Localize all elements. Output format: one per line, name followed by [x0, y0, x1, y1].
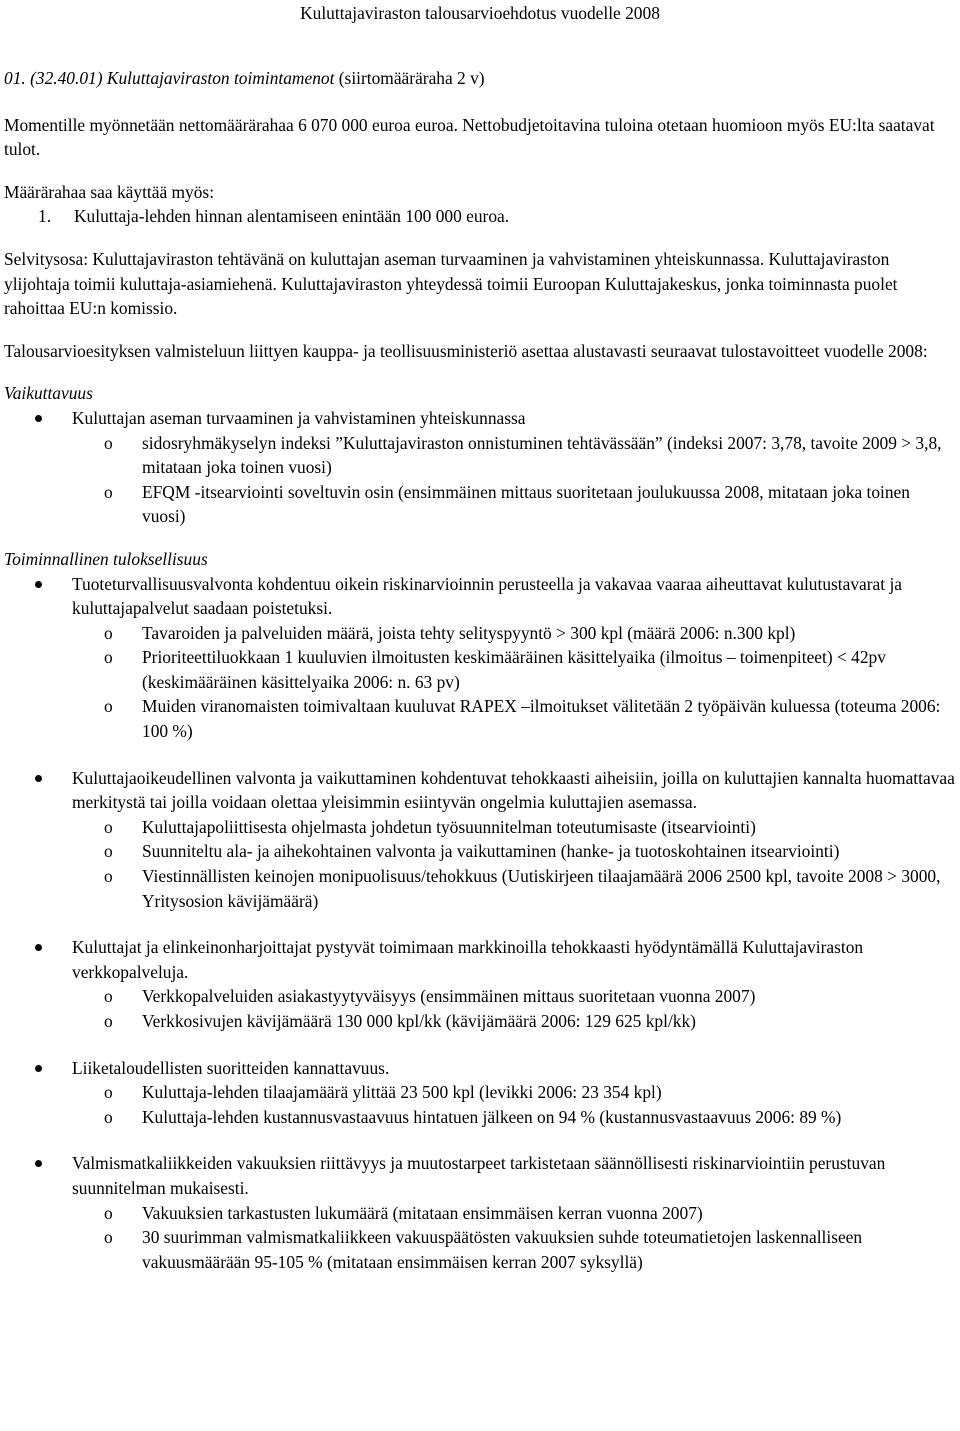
list-item-text: Kuluttajat ja elinkeinonharjoittajat pystyvät toimimaan markkinoilla tehokkaasti hyödyntämällä Kuluttajaviraston verkkopalveluja. [72, 937, 864, 982]
list-item [4, 572, 956, 744]
sub-list [72, 621, 956, 744]
list-item [4, 1056, 956, 1130]
list-item [4, 1151, 956, 1274]
document-page [4, 0, 956, 1274]
list-item-text: Kuluttajaoikeudellinen valvonta ja vaikuttaminen kohdentuvat tehokkaasti aiheisiin, joilla on kuluttajien kannalta huomattavaa merkitystä tai joilla voidaan olettaa yleisimmin esiintyvän ongelmia kuluttajien asemassa. [72, 767, 955, 813]
sub-item-text: Muiden viranomaisten toimivaltaan kuuluvat RAPEX –ilmoitukset välitetään 2 työpäivän kuluessa (toteuma 2006: 100 %) [142, 696, 941, 742]
sub-item-text: Verkkopalveluiden asiakastyytyväisyys (ensimmäinen mittaus suoritetaan vuonna 2007) [142, 986, 756, 1007]
sub-item-text: Suunniteltu ala- ja aihekohtainen valvonta ja vaikuttaminen (hanke- ja tuotoskohtainen itsearviointi) [142, 841, 840, 862]
list-item-text: Valmismatkaliikkeiden vakuuksien riittävyys ja muutostarpeet tarkistetaan säännöllisesti riskinarviointiin perustuvan suunnitelman mukaisesti. [72, 1153, 886, 1198]
sub-item-text: Tavaroiden ja palveluiden määrä, joista tehty selityspyyntö > 300 kpl (määrä 2006: n.300 kpl) [142, 622, 796, 643]
section-heading-impact: Vaikuttavuus [4, 383, 93, 404]
list-item-text: Tuoteturvallisuusvalvonta kohdentuu oikein riskinarvioinnin perusteella ja vakavaa vaaraa aiheuttavat kulutustavarat ja kuluttajapalvelut saadaan poistetuksi. [72, 573, 902, 619]
impact-list [4, 406, 956, 529]
circle-marker-icon: o [104, 866, 113, 887]
circle-marker-icon: o [104, 1227, 113, 1248]
list-item [4, 935, 956, 1033]
circle-marker-icon: o [104, 1011, 113, 1031]
circle-marker-icon: o [104, 622, 113, 643]
sub-list-item [4, 1009, 956, 1034]
sub-item-text: Vakuuksien tarkastusten lukumäärä (mitataan ensimmäisen kerran vuonna 2007) [142, 1202, 703, 1223]
sub-list [72, 1080, 956, 1129]
list-item-text: Liiketaloudellisten suoritteiden kannattavuus. [72, 1057, 390, 1078]
sub-list-item [4, 839, 956, 864]
sub-item-text: Prioriteettiluokkaan 1 kuuluvien ilmoitusten keskimääräinen käsittelyaika (ilmoitus – toimenpiteet) < 42pv (keskimääräinen käsittelyaika 2006: n. 63 pv) [142, 647, 886, 692]
circle-marker-icon: o [104, 647, 113, 668]
sub-list-item [4, 1201, 956, 1226]
sub-list-item [4, 1080, 956, 1105]
sub-item-text: EFQM -itsearviointi soveltuvin osin (ensimmäinen mittaus suoritetaan joulukuussa 2008, mitataan joka toinen vuosi) [142, 481, 910, 527]
sub-list-item [4, 480, 956, 529]
sub-item-text: Kuluttajapoliittisesta ohjelmasta johdetun työsuunnitelman toteutumisaste (itsearviointi) [142, 816, 756, 837]
sub-item-text: sidosryhmäkyselyn indeksi ”Kuluttajaviraston onnistuminen tehtävässään” (indeksi 2007: 3,78, tavoite 2009 > 3,8, mitataan joka toinen vuosi) [142, 432, 942, 478]
section-title [4, 66, 956, 91]
circle-marker-icon: o [104, 1082, 113, 1103]
circle-marker-icon: o [104, 986, 113, 1007]
sub-list-item [4, 645, 956, 694]
sub-list [72, 431, 956, 529]
performance-list [4, 572, 956, 1275]
targets-intro: Talousarvioesityksen valmisteluun liittyen kauppa- ja teollisuusministeriö asettaa alustavasti seuraavat tulostavoitteet vuodelle 2008: [4, 340, 928, 361]
circle-marker-icon: o [104, 432, 113, 453]
bullet-icon [35, 415, 42, 422]
sub-list-item [4, 864, 956, 913]
circle-marker-icon: o [104, 841, 113, 862]
sub-list-item [4, 694, 956, 743]
title-note: (siirtomääräraha 2 v) [334, 68, 485, 88]
circle-marker-icon: o [104, 696, 113, 717]
bullet-icon [35, 775, 42, 782]
sub-list-item [4, 815, 956, 840]
section-heading-performance: Toiminnallinen tuloksellisuus [4, 548, 208, 569]
sub-item-text: Verkkosivujen kävijämäärä 130 000 kpl/kk (kävijämäärä 2006: 129 625 kpl/kk) [142, 1011, 696, 1031]
sub-list-item [4, 984, 956, 1009]
sub-list-item [4, 1105, 956, 1130]
sub-item-text: Viestinnällisten keinojen monipuolisuus/tehokkuus (Uutiskirjeen tilaajamäärä 2006 2500 kpl, tavoite 2008 > 3000, Yritysosion kävijämäärä) [142, 866, 941, 911]
sub-item-text: 30 suurimman valmismatkaliikkeen vakuuspäätösten vakuuksien suhde toteumatietojen laskennalliseen vakuusmäärään 95-105 % (mitataan ensimmäisen kerran 2007 syksyllä) [142, 1227, 863, 1272]
title-main: 01. (32.40.01) Kuluttajaviraston toimintamenot [4, 68, 335, 88]
list-item-text: Kuluttajan aseman turvaaminen ja vahvistaminen yhteiskunnassa [72, 407, 526, 428]
sub-item-text: Kuluttaja-lehden kustannusvastaavuus hintatuen jälkeen on 94 % (kustannusvastaavuus 2006: 89 %) [142, 1106, 842, 1127]
appropriation-paragraph: Momentille myönnetään nettomäärärahaa 6 070 000 euroa euroa. Nettobudjetoitavina tuloina otetaan huomioon myös EU:lta saatavat tulot. [4, 114, 935, 160]
page-header: Kuluttajaviraston talousarvioehdotus vuodelle 2008 [300, 3, 660, 23]
sub-list [72, 815, 956, 913]
sub-list-item [4, 621, 956, 646]
circle-marker-icon: o [104, 1202, 113, 1223]
bullet-icon [35, 581, 42, 588]
bullet-icon [35, 1065, 42, 1072]
explanation-paragraph: Selvitysosa: Kuluttajaviraston tehtävänä on kuluttajan aseman turvaaminen ja vahvistaminen yhteiskunnassa. Kuluttajaviraston ylijohtaja toimii kuluttaja-asiamiehenä. Kuluttajaviraston yhteydessä toimii Euroopan Kuluttajakeskus, jonka toiminnasta puolet rahoittaa EU:n komissio. [4, 248, 898, 319]
list-item [4, 766, 956, 914]
usage-item-text: Kuluttaja-lehden hinnan alentamiseen enintään 100 000 euroa. [74, 206, 510, 227]
sub-list [72, 1201, 956, 1275]
usage-intro: Määrärahaa saa käyttää myös: [4, 181, 215, 202]
sub-item-text: Kuluttaja-lehden tilaajamäärä ylittää 23 500 kpl (levikki 2006: 23 354 kpl) [142, 1082, 662, 1103]
sub-list-item [4, 1225, 956, 1274]
circle-marker-icon: o [104, 816, 113, 837]
usage-item-number: 1. [38, 206, 52, 227]
sub-list [72, 984, 956, 1033]
sub-list-item [4, 431, 956, 480]
usage-item [4, 204, 956, 229]
circle-marker-icon: o [104, 481, 113, 502]
list-item [4, 406, 956, 529]
bullet-icon [35, 1160, 42, 1167]
bullet-icon [35, 944, 42, 951]
circle-marker-icon: o [104, 1106, 113, 1127]
